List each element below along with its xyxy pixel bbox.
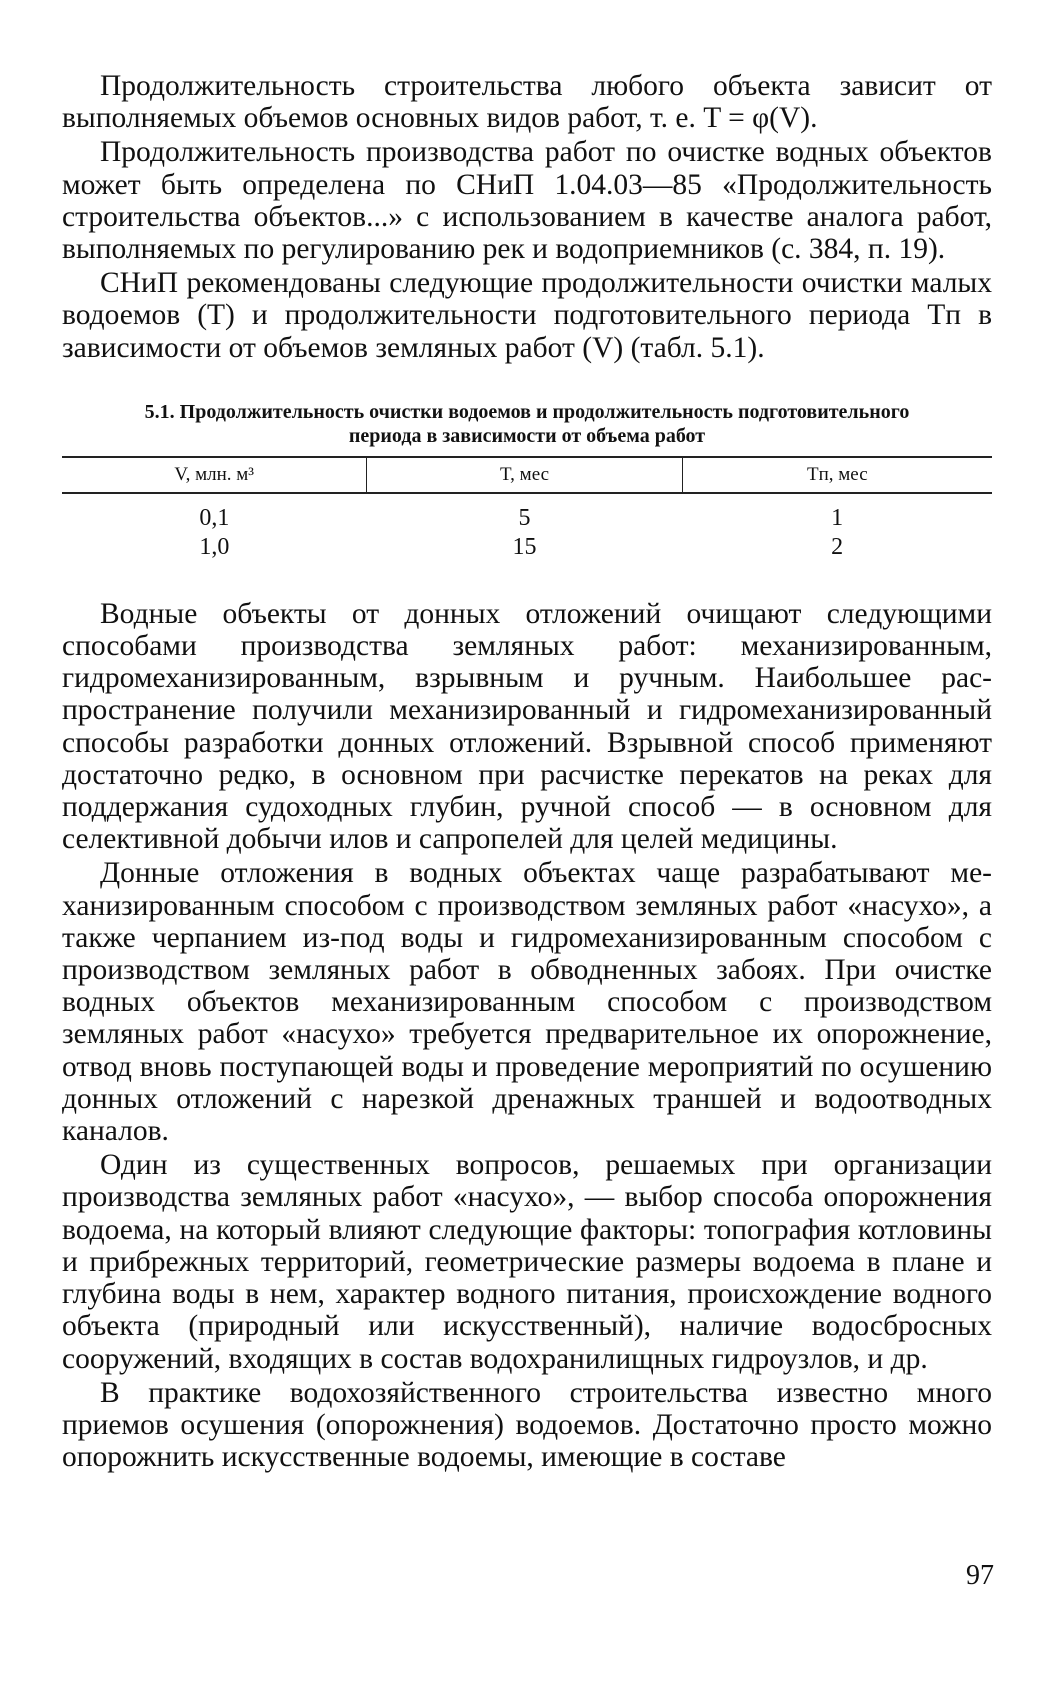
duration-table (62, 456, 992, 562)
table-row (62, 533, 992, 562)
cell-duration: 15 (512, 533, 537, 560)
cell-duration: 5 (518, 504, 531, 531)
cell-preparatory-duration: 2 (831, 533, 844, 560)
page-body (62, 70, 992, 1473)
cell-preparatory-duration: 1 (831, 504, 844, 531)
table-header-row (62, 457, 992, 493)
paragraph-duration-dependency: Продолжительность строительства любого объекта зависит от выполняемых объемов основных видов работ, т. е. T = φ(V). (62, 70, 992, 135)
table-caption (62, 400, 992, 448)
table-caption-line-1: 5.1. Продолжительность очистки водоемов и продолжительность подготовительного (144, 400, 910, 423)
paragraph-drainage-factors: Один из существенных вопросов, решаемых при организации производства земляных работ «насухо», — выбор способа опорожнения водоема, на который влияют следующие факторы: топография котловины и прибрежных территорий, геометрические размеры водоема в плане и глубина воды в нем, характер водного питания, происхождение водного объекта (природный или искусственный), наличие водосбросных сооружений, входящих в состав водохранилищных гидроузлов, и др. (62, 1149, 992, 1375)
paragraph-snip-reference: Продолжительность производства работ по очистке водных объектов может быть определена по СНиП 1.04.03—85 «Продолжительность строительства объектов...» с использованием в качестве аналога работ, выполняемых по регулированию рек и водоприемников (с. 384, п. 19). (62, 136, 992, 266)
header-preparatory-duration: Tп, мес (682, 457, 992, 493)
paragraph-drainage-practice: В практике водохозяйственного строительства известно много приемов осушения (опорожнения) водоемов. Достаточно просто можно опорожнить искусственные водоемы, имеющие в составе (62, 1376, 992, 1474)
page-number: 97 (966, 1560, 994, 1591)
paragraph-cleaning-methods: Водные объекты от донных отложений очищают следующими способами производства земляных работ: механизированным, гидромеханизированным, взрывным и ручным. Наибольшее распространение получили механизированный и гидромеханизированный способы разработки донных отложений. Взрывной способ применяют достаточно редко, в основном при расчистке перекатов на реках для поддержания судоходных глубин, ручной способ — в основном для селективной добычи илов и сапропелей для целей медицины. (62, 597, 992, 856)
table-caption-line-2: периода в зависимости от объема работ (348, 424, 706, 447)
text-after-table (62, 598, 992, 1473)
paragraph-dry-excavation: Донные отложения в водных объектах чаще разрабатывают механизированным способом с производством земляных работ «насухо», а также черпанием из-под воды и гидромеханизированным способом с производством земляных работ в обводненных забоях. При очистке водных объектов механизированным способом с производством земляных работ «насухо» требуется предварительное их опорожнение, отвод вновь поступающей воды и проведение мероприятий по осушению донных отложений с нарезкой дренажных траншей и водоотводных каналов. (62, 857, 992, 1148)
table-row (62, 493, 992, 533)
paragraph-recommended-durations: СНиП рекомендованы следующие продолжительности очистки малых водоемов (T) и продолжительности подготовительного периода Tп в зависимости от объемов земляных работ (V) (табл. 5.1). (62, 267, 992, 364)
header-volume: V, млн. м³ (62, 457, 367, 493)
cell-volume: 1,0 (199, 533, 230, 560)
cell-volume: 0,1 (199, 504, 230, 531)
header-duration: T, мес (367, 457, 682, 493)
